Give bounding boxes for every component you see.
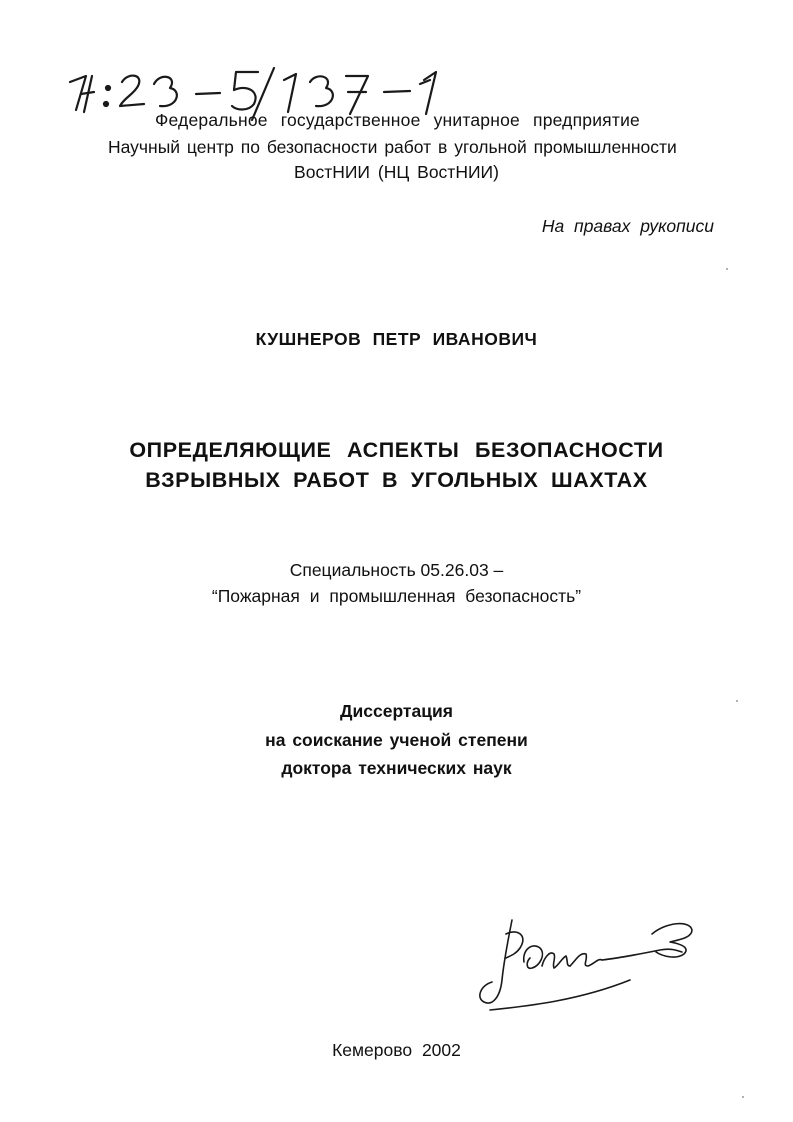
dissertation-line-2: на соискание ученой степени: [265, 730, 528, 750]
dissertation-line-3: доктора технических наук: [281, 758, 512, 778]
organization-line-2: Научный центр по безопасности работ в угольной промышленности: [108, 137, 677, 157]
specialty-line-1: Специальность 05.26.03 –: [289, 560, 504, 580]
scan-speck: [726, 268, 728, 270]
handwritten-signature: [470, 910, 700, 1020]
scan-speck: [742, 1096, 744, 1098]
city-and-year: Кемерово 2002: [332, 1040, 461, 1060]
thesis-title-line-2: ВЗРЫВНЫХ РАБОТ В УГОЛЬНЫХ ШАХТАХ: [145, 468, 648, 492]
specialty-line-2: “Пожарная и промышленная безопасность”: [211, 586, 582, 606]
rights-note: На правах рукописи: [541, 216, 714, 236]
dissertation-line-1: Диссертация: [340, 701, 453, 721]
organization-line-1: Федеральное государственное унитарное предприятие: [155, 110, 640, 130]
author-name: КУШНЕРОВ ПЕТР ИВАНОВИЧ: [255, 329, 538, 349]
scan-speck: [736, 700, 738, 702]
organization-line-3: ВостНИИ (НЦ ВостНИИ): [294, 162, 499, 182]
thesis-title-line-1: ОПРЕДЕЛЯЮЩИЕ АСПЕКТЫ БЕЗОПАСНОСТИ: [129, 438, 664, 462]
